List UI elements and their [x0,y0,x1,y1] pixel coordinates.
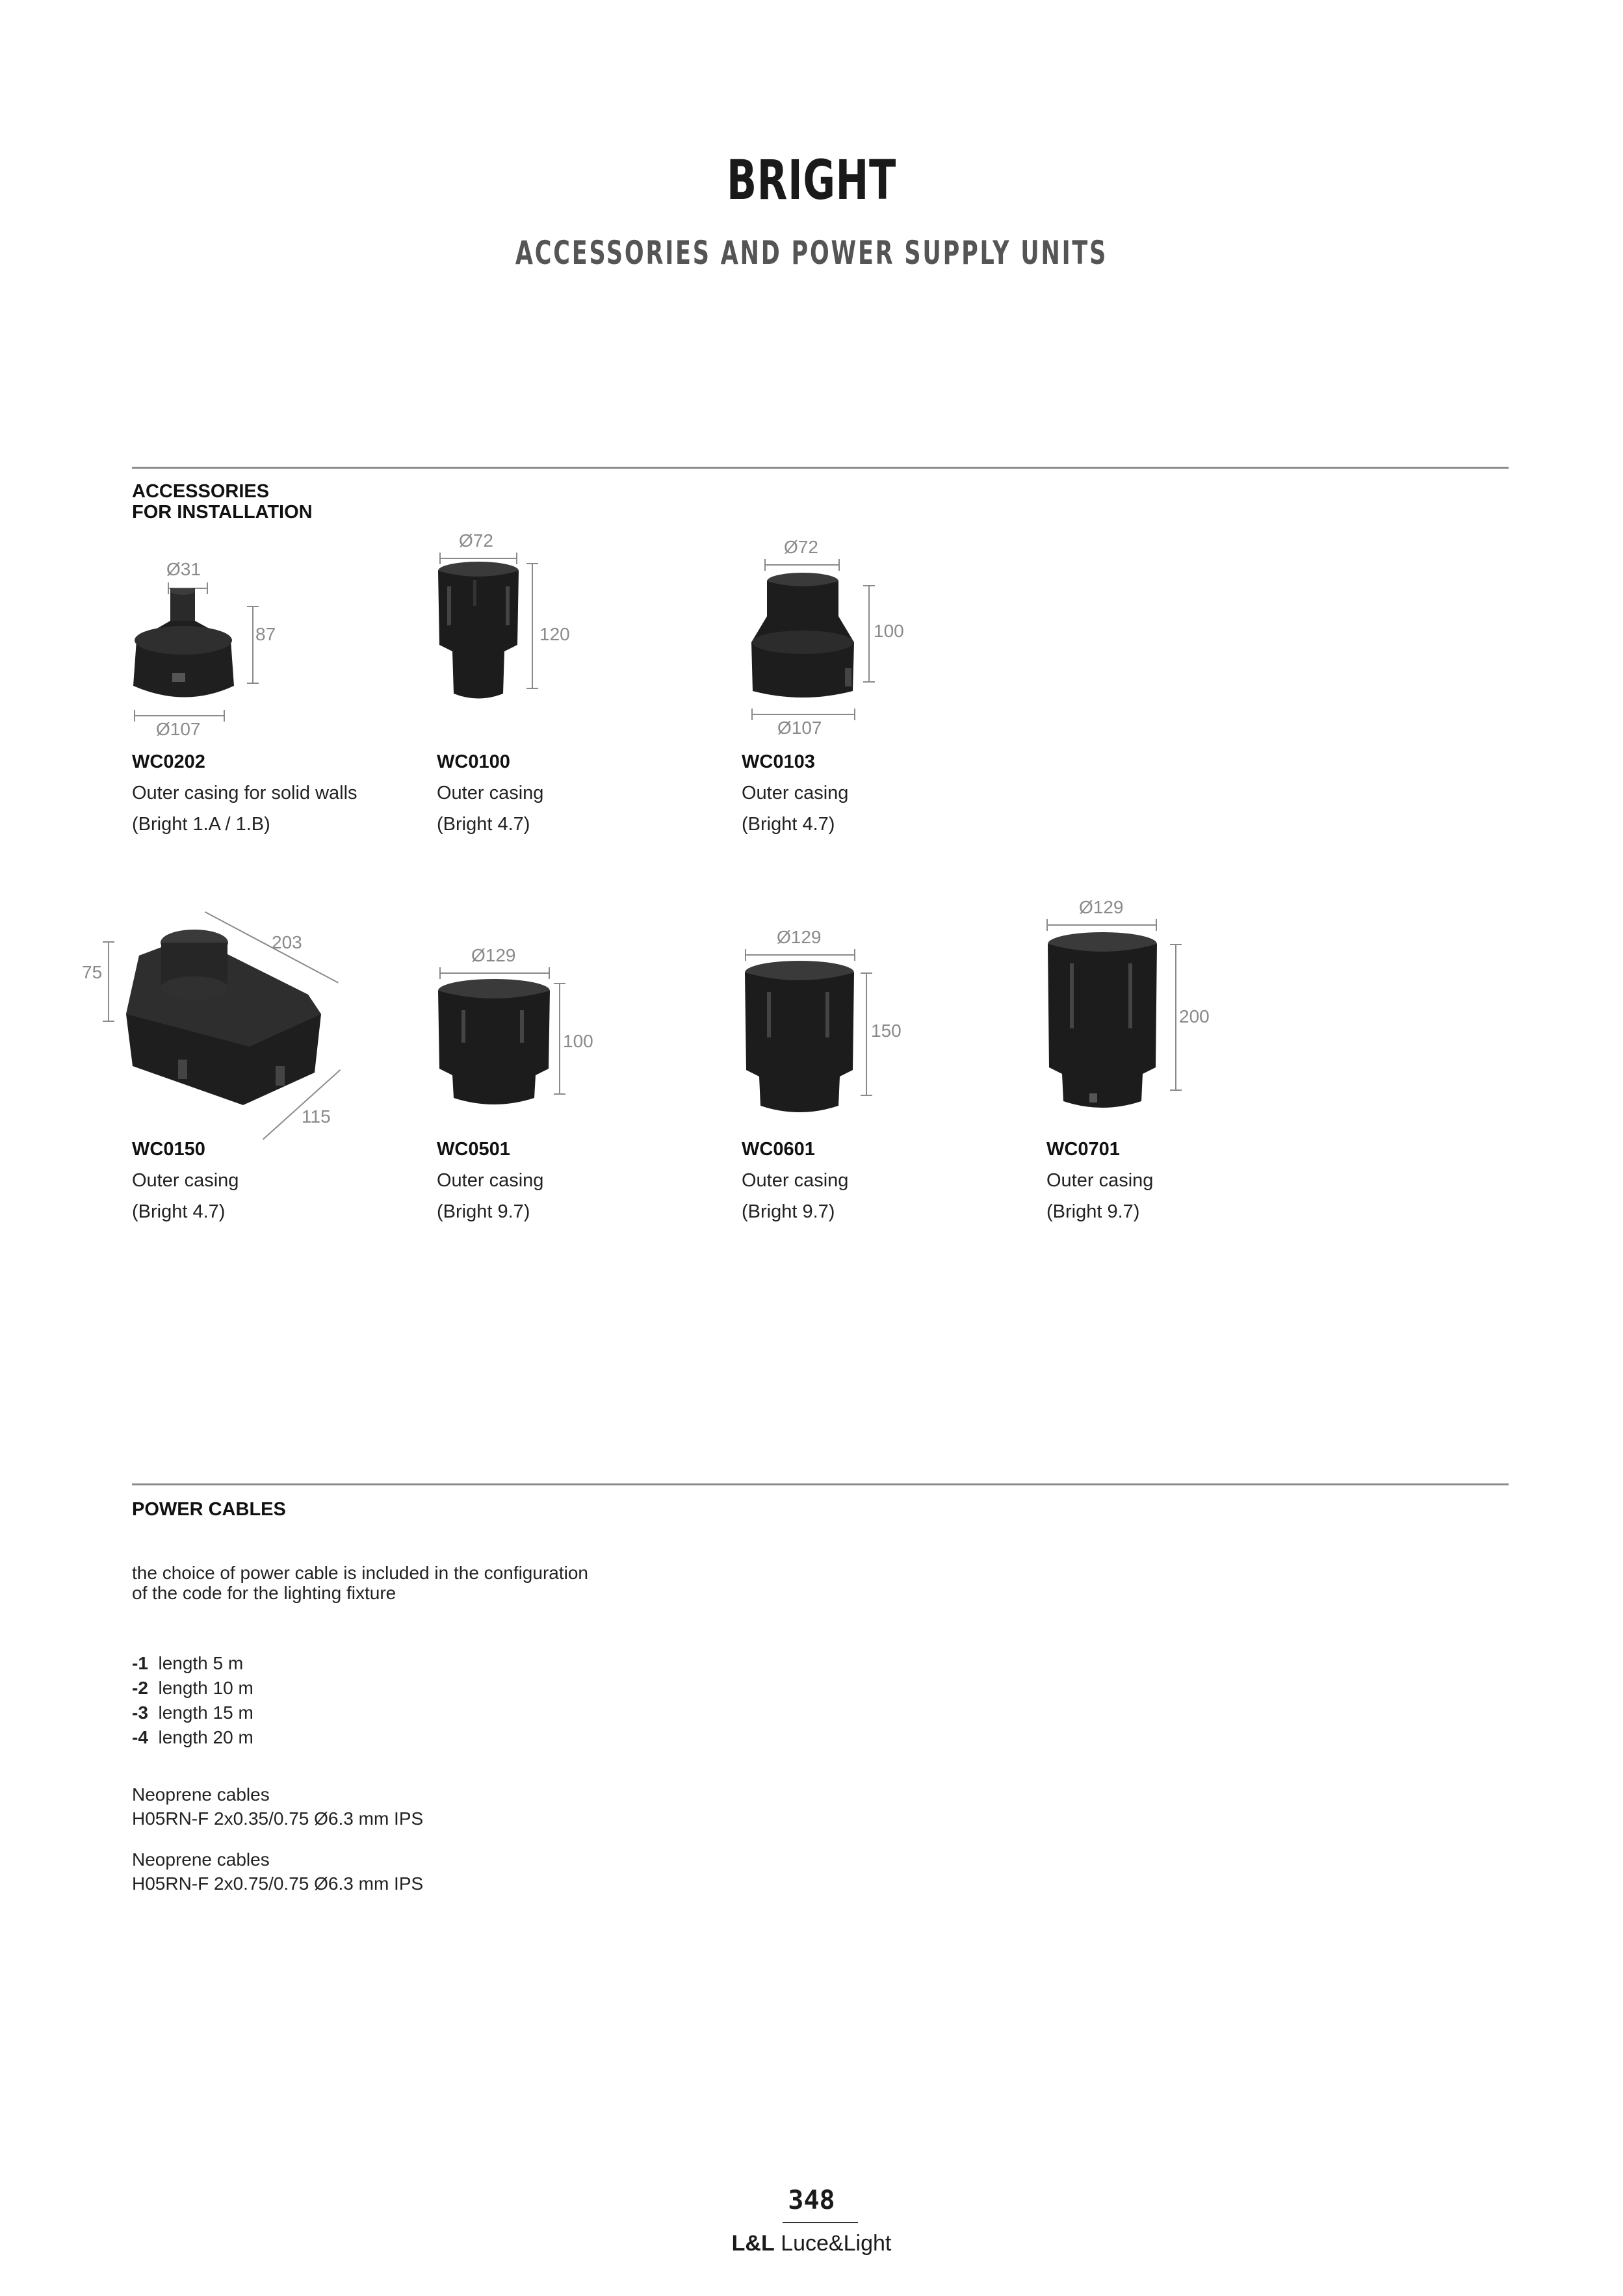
product-code: WC0501 [437,1139,510,1160]
product-code: WC0701 [1046,1139,1120,1160]
dimension-label: 100 [563,1031,593,1051]
dimension-label: Ø129 [777,927,822,947]
dimension-tick [103,1021,114,1022]
dimension-tick [861,1095,872,1096]
dimension-tick [1170,1089,1182,1091]
dimension-line [108,941,109,1022]
product-description: Outer casing [437,1170,544,1191]
page-subtitle: ACCESSORIES AND POWER SUPPLY UNITS [515,234,1108,272]
product-compatibility: (Bright 9.7) [437,1201,530,1222]
section-label-power-cables: POWER CABLES [132,1499,286,1520]
dimension-line [252,606,253,684]
dimension-line [1046,924,1157,926]
product-code: WC0601 [742,1139,815,1160]
product-image-wc0202 [130,588,240,705]
product-compatibility: (Bright 1.A / 1.B) [132,814,270,835]
cable-spec: Neoprene cables H05RN-F 2x0.35/0.75 Ø6.3 mm IPS [132,1784,424,1829]
dimension-line [868,585,870,683]
product-code: WC0100 [437,751,510,772]
dimension-tick [224,710,225,722]
dimension-label: Ø129 [471,945,516,965]
product-image-wc0150 [120,917,328,1105]
page-number: 348 [788,2185,835,2215]
dimension-tick [554,983,565,984]
product-description: Outer casing [132,1170,239,1191]
dimension-label: 150 [871,1021,902,1041]
dimension-label: Ø72 [459,530,493,551]
cable-note: the choice of power cable is included in the configuration of the code for the lighting fixture [132,1563,588,1603]
product-description: Outer casing for solid walls [132,783,357,803]
dimension-label: Ø129 [1079,897,1124,917]
dimension-line [745,954,855,956]
dimension-label: 115 [302,1106,331,1127]
dimension-label: 120 [539,624,570,644]
dimension-tick [1170,944,1182,945]
section-label-accessories: ACCESSORIES FOR INSTALLATION [132,481,313,523]
dimension-tick [247,683,259,684]
product-description: Outer casing [1046,1170,1154,1191]
product-description: Outer casing [437,783,544,803]
product-code: WC0103 [742,751,815,772]
dimension-label: 75 [82,962,103,982]
dimension-tick [838,559,840,571]
dimension-label: 200 [1179,1006,1210,1026]
dimension-line [134,715,225,716]
product-image-wc0103 [747,571,858,701]
dimension-label: Ø31 [166,559,201,579]
product-compatibility: (Bright 4.7) [437,814,530,835]
dimension-tick [526,688,538,689]
product-description: Outer casing [742,783,849,803]
product-compatibility: (Bright 4.7) [132,1201,226,1222]
dimension-tick [863,585,875,586]
product-compatibility: (Bright 4.7) [742,814,835,835]
product-image-wc0701 [1044,931,1161,1113]
dimension-line [559,983,560,1095]
dimension-label: Ø107 [777,718,822,738]
dimension-tick [103,941,114,943]
product-description: Outer casing [742,1170,849,1191]
dimension-label: Ø107 [156,719,201,739]
product-code: WC0150 [132,1139,205,1160]
product-compatibility: (Bright 9.7) [742,1201,835,1222]
dimension-line [751,714,855,715]
section-divider [132,1483,1509,1485]
dimension-tick [863,681,875,683]
dimension-tick [526,563,538,564]
page-title: BRIGHT [726,148,896,212]
dimension-line [1175,944,1176,1091]
dimension-label: 203 [272,932,302,952]
dimension-label: Ø72 [784,537,818,557]
dimension-tick [1156,919,1157,931]
list-item: -1 length 5 m [132,1653,244,1673]
dimension-line [866,972,867,1096]
product-image-wc0100 [434,560,525,703]
list-item: -3 length 15 m [132,1702,253,1723]
cable-length-list [132,1651,253,1750]
product-image-wc0501 [435,978,552,1108]
dimension-label: 100 [874,621,904,641]
brand-logo: L&L Luce&Light [731,2231,892,2256]
dimension-tick [861,972,872,974]
dimension-tick [554,1093,565,1095]
product-code: WC0202 [132,751,205,772]
list-item: -2 length 10 m [132,1678,253,1698]
dimension-line [764,564,840,566]
dimension-label: 87 [255,624,276,644]
dimension-line [532,563,533,689]
dimension-tick [764,559,766,571]
footer-divider [783,2222,858,2223]
dimension-line [439,558,517,559]
product-compatibility: (Bright 9.7) [1046,1201,1140,1222]
dimension-tick [1046,919,1048,931]
product-image-wc0601 [741,959,858,1115]
dimension-tick [134,710,135,722]
dimension-line [439,972,550,974]
dimension-tick [854,709,855,720]
cable-spec: Neoprene cables H05RN-F 2x0.75/0.75 Ø6.3 mm IPS [132,1849,424,1894]
section-divider [132,467,1509,469]
dimension-tick [751,709,753,720]
dimension-tick [247,606,259,607]
list-item: -4 length 20 m [132,1727,253,1747]
